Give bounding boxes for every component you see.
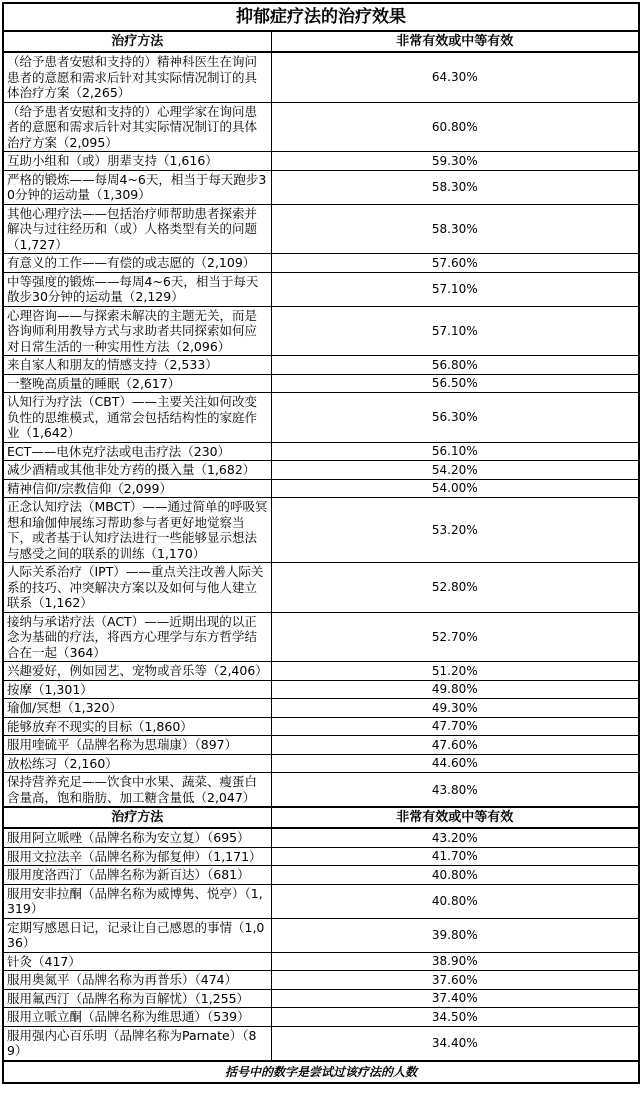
table-row xyxy=(3,952,639,971)
effectiveness-value-cell: 40.80% xyxy=(271,884,639,918)
effectiveness-value-cell: 52.80% xyxy=(271,563,639,613)
effectiveness-value-cell: 43.80% xyxy=(271,773,639,808)
effectiveness-value-cell: 40.80% xyxy=(271,866,639,885)
table-row xyxy=(3,306,639,356)
effectiveness-value-cell: 38.90% xyxy=(271,952,639,971)
treatment-method-cell: 服用安非拉酮（品牌名称为威博隽、悦亭）（1,319） xyxy=(3,884,271,918)
column-header-method: 治疗方法 xyxy=(3,807,271,828)
table-row xyxy=(3,52,639,102)
footnote-text: 括号中的数字是尝试过该疗法的人数 xyxy=(3,1061,639,1083)
effectiveness-value-cell: 57.60% xyxy=(271,254,639,273)
treatment-method-cell: 服用度洛西汀（品牌名称为新百达）（681） xyxy=(3,866,271,885)
effectiveness-value-cell: 41.70% xyxy=(271,847,639,866)
footer-row xyxy=(3,1061,639,1083)
effectiveness-value-cell: 47.70% xyxy=(271,717,639,736)
page-title: 抑郁症疗法的治疗效果 xyxy=(3,3,639,31)
table-row xyxy=(3,847,639,866)
effectiveness-value-cell: 56.50% xyxy=(271,374,639,393)
treatment-method-cell: 保持营养充足——饮食中水果、蔬菜、瘦蛋白含量高，饱和脂肪、加工糖含量低（2,047） xyxy=(3,773,271,808)
treatment-method-cell: 服用文拉法辛（品牌名称为郁复伸）（1,171） xyxy=(3,847,271,866)
treatment-method-cell: 定期写感恩日记，记录让自己感恩的事情（1,036） xyxy=(3,918,271,952)
treatment-method-cell: 服用阿立哌唑（品牌名称为安立复）（695） xyxy=(3,828,271,847)
treatment-method-cell: （给予患者安慰和支持的）心理学家在询问患者的意愿和需求后针对其实际情况制订的具体治疗方案（2,095） xyxy=(3,102,271,152)
table-row xyxy=(3,662,639,681)
treatment-method-cell: 服用强内心百乐明（品牌名称为Parnate）（89） xyxy=(3,1026,271,1061)
table-row xyxy=(3,254,639,273)
table-row xyxy=(3,170,639,204)
table-row xyxy=(3,773,639,808)
table-row xyxy=(3,498,639,563)
column-header-row xyxy=(3,807,639,828)
treatment-method-cell: 严格的锻炼——每周4~6天，相当于每天跑步30分钟的运动量（1,309） xyxy=(3,170,271,204)
treatment-method-cell: （给予患者安慰和支持的）精神科医生在询问患者的意愿和需求后针对其实际情况制订的具体治疗方案（2,265） xyxy=(3,52,271,102)
treatment-method-cell: 服用氟西汀（品牌名称为百解忧）（1,255） xyxy=(3,989,271,1008)
effectiveness-value-cell: 34.40% xyxy=(271,1026,639,1061)
effectiveness-value-cell: 44.60% xyxy=(271,754,639,773)
column-header-effectiveness: 非常有效或中等有效 xyxy=(271,807,639,828)
treatment-method-cell: 放松练习（2,160） xyxy=(3,754,271,773)
table-row xyxy=(3,866,639,885)
table-row xyxy=(3,461,639,480)
treatment-method-cell: 人际关系治疗（IPT）——重点关注改善人际关系的技巧、冲突解决方案以及如何与他人建立联系（1,162） xyxy=(3,563,271,613)
treatment-method-cell: 认知行为疗法（CBT）——主要关注如何改变负性的思维模式，通常会包括结构性的家庭作业（1,642） xyxy=(3,393,271,443)
effectiveness-value-cell: 34.50% xyxy=(271,1008,639,1027)
effectiveness-value-cell: 43.20% xyxy=(271,828,639,847)
effectiveness-value-cell: 51.20% xyxy=(271,662,639,681)
effectiveness-value-cell: 37.60% xyxy=(271,971,639,990)
table-row xyxy=(3,393,639,443)
treatment-method-cell: 中等强度的锻炼——每周4~6天，相当于每天散步30分钟的运动量（2,129） xyxy=(3,272,271,306)
effectiveness-value-cell: 64.30% xyxy=(271,52,639,102)
table-row xyxy=(3,717,639,736)
treatment-method-cell: 正念认知疗法（MBCT）——通过简单的呼吸冥想和瑜伽伸展练习帮助参与者更好地觉察当下，或者基于认知疗法进行一些能够显示想法与感受之间的联系的训练（1,170） xyxy=(3,498,271,563)
table-row xyxy=(3,884,639,918)
effectiveness-value-cell: 47.60% xyxy=(271,736,639,755)
table-row xyxy=(3,272,639,306)
treatment-method-cell: 来自家人和朋友的情感支持（2,533） xyxy=(3,356,271,375)
effectiveness-value-cell: 52.70% xyxy=(271,612,639,662)
treatment-method-cell: 有意义的工作——有偿的或志愿的（2,109） xyxy=(3,254,271,273)
treatment-method-cell: 心理咨询——与探索未解决的主题无关，而是咨询师利用教导方式与求助者共同探索如何应对日常生活的一种实用性方法（2,096） xyxy=(3,306,271,356)
effectiveness-value-cell: 56.30% xyxy=(271,393,639,443)
table-row xyxy=(3,374,639,393)
title-row xyxy=(3,3,639,31)
treatment-method-cell: ECT——电休克疗法或电击疗法（230） xyxy=(3,442,271,461)
table-row xyxy=(3,442,639,461)
treatment-method-cell: 接纳与承诺疗法（ACT）——近期出现的以正念为基础的疗法，将西方心理学与东方哲学结合在一起（364） xyxy=(3,612,271,662)
column-header-effectiveness: 非常有效或中等有效 xyxy=(271,31,639,52)
table-row xyxy=(3,828,639,847)
effectiveness-value-cell: 53.20% xyxy=(271,498,639,563)
effectiveness-value-cell: 58.30% xyxy=(271,170,639,204)
treatment-method-cell: 减少酒精或其他非处方药的摄入量（1,682） xyxy=(3,461,271,480)
treatment-method-cell: 一整晚高质量的睡眠（2,617） xyxy=(3,374,271,393)
effectiveness-value-cell: 37.40% xyxy=(271,989,639,1008)
table-row xyxy=(3,356,639,375)
effectiveness-value-cell: 57.10% xyxy=(271,306,639,356)
treatment-method-cell: 精神信仰/宗教信仰（2,099） xyxy=(3,479,271,498)
effectiveness-value-cell: 60.80% xyxy=(271,102,639,152)
table-row xyxy=(3,479,639,498)
treatment-method-cell: 服用喹硫平（品牌名称为思瑞康）（897） xyxy=(3,736,271,755)
treatment-method-cell: 服用奥氮平（品牌名称为再普乐）（474） xyxy=(3,971,271,990)
effectiveness-value-cell: 56.80% xyxy=(271,356,639,375)
table-row xyxy=(3,102,639,152)
treatment-effectiveness-table xyxy=(2,2,640,1084)
table-row xyxy=(3,1026,639,1061)
effectiveness-value-cell: 56.10% xyxy=(271,442,639,461)
treatment-method-cell: 能够放弃不现实的目标（1,860） xyxy=(3,717,271,736)
table-row xyxy=(3,736,639,755)
table-row xyxy=(3,971,639,990)
treatment-method-cell: 瑜伽/冥想（1,320） xyxy=(3,699,271,718)
table-row xyxy=(3,612,639,662)
treatment-method-cell: 互助小组和（或）朋辈支持（1,616） xyxy=(3,152,271,171)
column-header-row xyxy=(3,31,639,52)
effectiveness-value-cell: 49.80% xyxy=(271,680,639,699)
table-row xyxy=(3,152,639,171)
treatment-method-cell: 服用立哌立酮（品牌名称为维思通）（539） xyxy=(3,1008,271,1027)
table-row xyxy=(3,918,639,952)
effectiveness-value-cell: 39.80% xyxy=(271,918,639,952)
effectiveness-value-cell: 54.00% xyxy=(271,479,639,498)
table-row xyxy=(3,989,639,1008)
table-row xyxy=(3,699,639,718)
treatment-method-cell: 针灸（417） xyxy=(3,952,271,971)
table-row xyxy=(3,1008,639,1027)
treatment-method-cell: 其他心理疗法——包括治疗师帮助患者探索并解决与过往经历和（或）人格类型有关的问题（1,727） xyxy=(3,204,271,254)
effectiveness-value-cell: 54.20% xyxy=(271,461,639,480)
column-header-method: 治疗方法 xyxy=(3,31,271,52)
effectiveness-value-cell: 49.30% xyxy=(271,699,639,718)
table-row xyxy=(3,680,639,699)
table-row xyxy=(3,754,639,773)
effectiveness-value-cell: 58.30% xyxy=(271,204,639,254)
effectiveness-value-cell: 59.30% xyxy=(271,152,639,171)
treatment-method-cell: 按摩（1,301） xyxy=(3,680,271,699)
effectiveness-value-cell: 57.10% xyxy=(271,272,639,306)
table-row xyxy=(3,563,639,613)
table-row xyxy=(3,204,639,254)
treatment-method-cell: 兴趣爱好，例如园艺、宠物或音乐等（2,406） xyxy=(3,662,271,681)
